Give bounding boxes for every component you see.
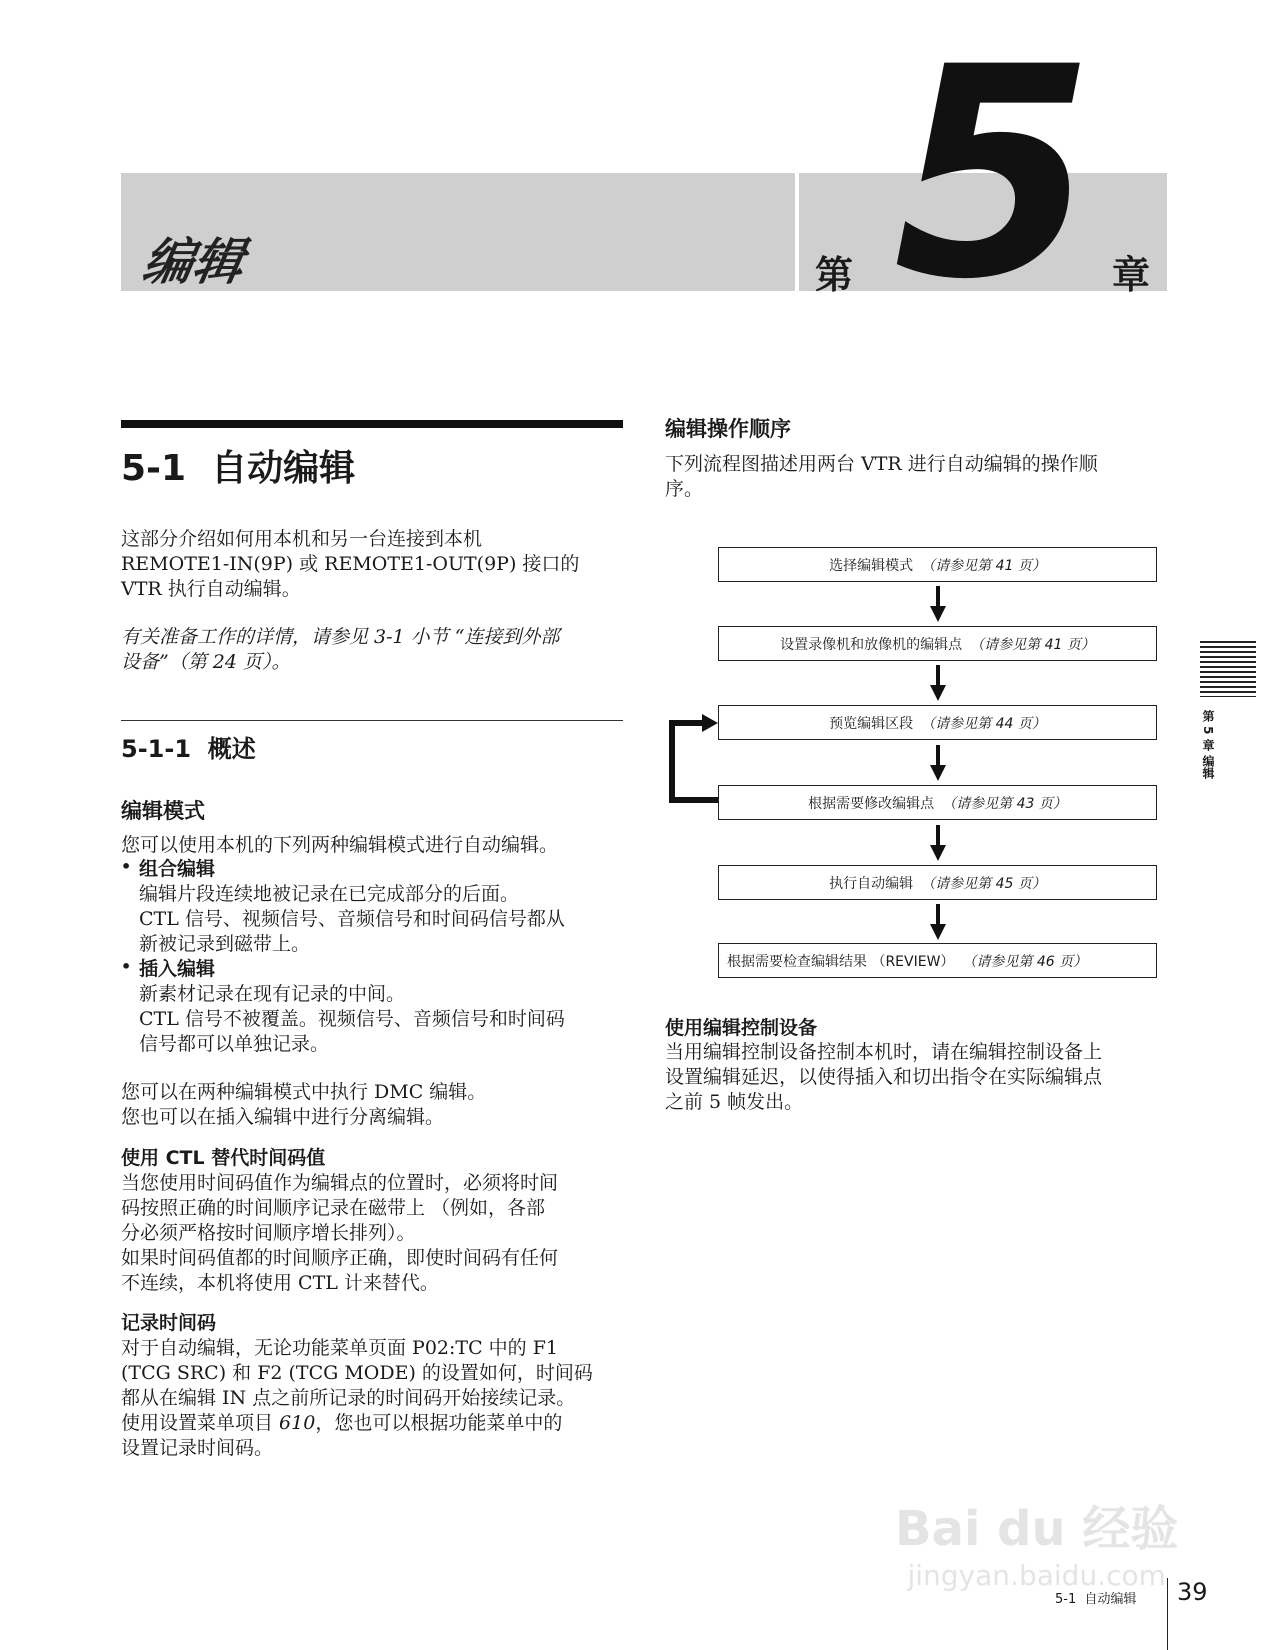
edit-modes-heading: 编辑模式 [121,799,205,823]
watermark: Bai du 经验 jingyan.baidu.com [895,1501,1179,1592]
ctl-heading: 使用 CTL 替代时间码值 [121,1147,326,1169]
edit-mode-item: • 组合编辑 编辑片段连续地被记录在已完成部分的后面。 CTL 信号、视频信号、音频信号和时间码信号都从 新被记录到磁带上。 [121,857,565,955]
rec-tc-text: 对于自动编辑，无论功能菜单页面 P02:TC 中的 F1 (TCG SRC) 和 F2 (TCG MODE) 的设置如何，时间码 都从在编辑 IN 点之前所记录的时间码开始接续记录。 使用设置菜单项目 610，您也可以根据功能菜单中的 设置记录时间码。 [121,1337,593,1459]
edit-mode-item: • 插入编辑 新素材记录在现有记录的中间。 CTL 信号不被覆盖。视频信号、音频信号和时间码 信号都可以单独记录。 [121,957,565,1055]
chapter-prefix: 第 [815,253,854,297]
down-arrow-icon [930,825,946,861]
section-intro: 这部分介绍如何用本机和另一台连接到本机 REMOTE1-IN(9P) 或 REMOTE1-OUT(9P) 接口的 VTR 执行自动编辑。 [121,528,580,600]
section-note: 有关准备工作的详情，请参见 3-1 小节 “连接到外部 设备”（第 24 页）。 [121,626,560,673]
controller-text: 当用编辑控制设备控制本机时，请在编辑控制设备上 设置编辑延迟，以使得插入和切出指令在实际编辑点 之前 5 帧发出。 [665,1041,1103,1113]
subsection-title: 5-1-1 概述 [121,735,256,763]
flow-step: 根据需要检查编辑结果 （REVIEW） （请参见第 46 页） [718,943,1157,978]
controller-heading: 使用编辑控制设备 [665,1017,818,1039]
section-rule [121,420,623,428]
chapter-number: 5 [893,6,1095,343]
subsection-rule [121,720,623,721]
flow-step: 设置录像机和放像机的编辑点 （请参见第 41 页） [718,626,1157,661]
sequence-text: 下列流程图描述用两台 VTR 进行自动编辑的操作顺 序。 [665,453,1098,500]
chapter-suffix: 章 [1112,253,1151,297]
chapter-tab-stripes [1200,641,1256,697]
chapter-tab-label: 第 5 章 编辑 [1201,710,1215,779]
edit-modes-after: 您可以在两种编辑模式中执行 DMC 编辑。 您也可以在插入编辑中进行分离编辑。 [121,1081,487,1128]
flow-step: 预览编辑区段 （请参见第 44 页） [718,705,1157,740]
flow-step: 选择编辑模式 （请参见第 41 页） [718,547,1157,582]
rec-tc-heading: 记录时间码 [121,1312,217,1334]
footer-section: 5-1 自动编辑 [1055,1592,1137,1607]
section-title: 5-1 自动编辑 [121,448,356,489]
sequence-heading: 编辑操作顺序 [665,417,791,441]
flow-step: 执行自动编辑 （请参见第 45 页） [718,865,1157,900]
flow-step: 根据需要修改编辑点 （请参见第 43 页） [718,785,1157,820]
edit-modes-intro: 您可以使用本机的下列两种编辑模式进行自动编辑。 [121,834,559,856]
page-number: 39 [1177,1578,1208,1606]
ctl-text: 当您使用时间码值作为编辑点的位置时，必须将时间 码按照正确的时间顺序记录在磁带上 （例如，各部 分必须严格按时间顺序增长排列）。 如果时间码值都的时间顺序正确，即使时间码有任何 不连续，本机将使用 CTL 计来替代。 [121,1172,559,1294]
loop-back-arrow-icon [668,708,720,806]
down-arrow-icon [930,745,946,781]
chapter-title: 编辑 [138,233,249,291]
down-arrow-icon [930,665,946,701]
footer-divider [1167,1578,1168,1650]
down-arrow-icon [930,586,946,622]
down-arrow-icon [930,904,946,940]
edit-mode-list [121,857,641,1057]
